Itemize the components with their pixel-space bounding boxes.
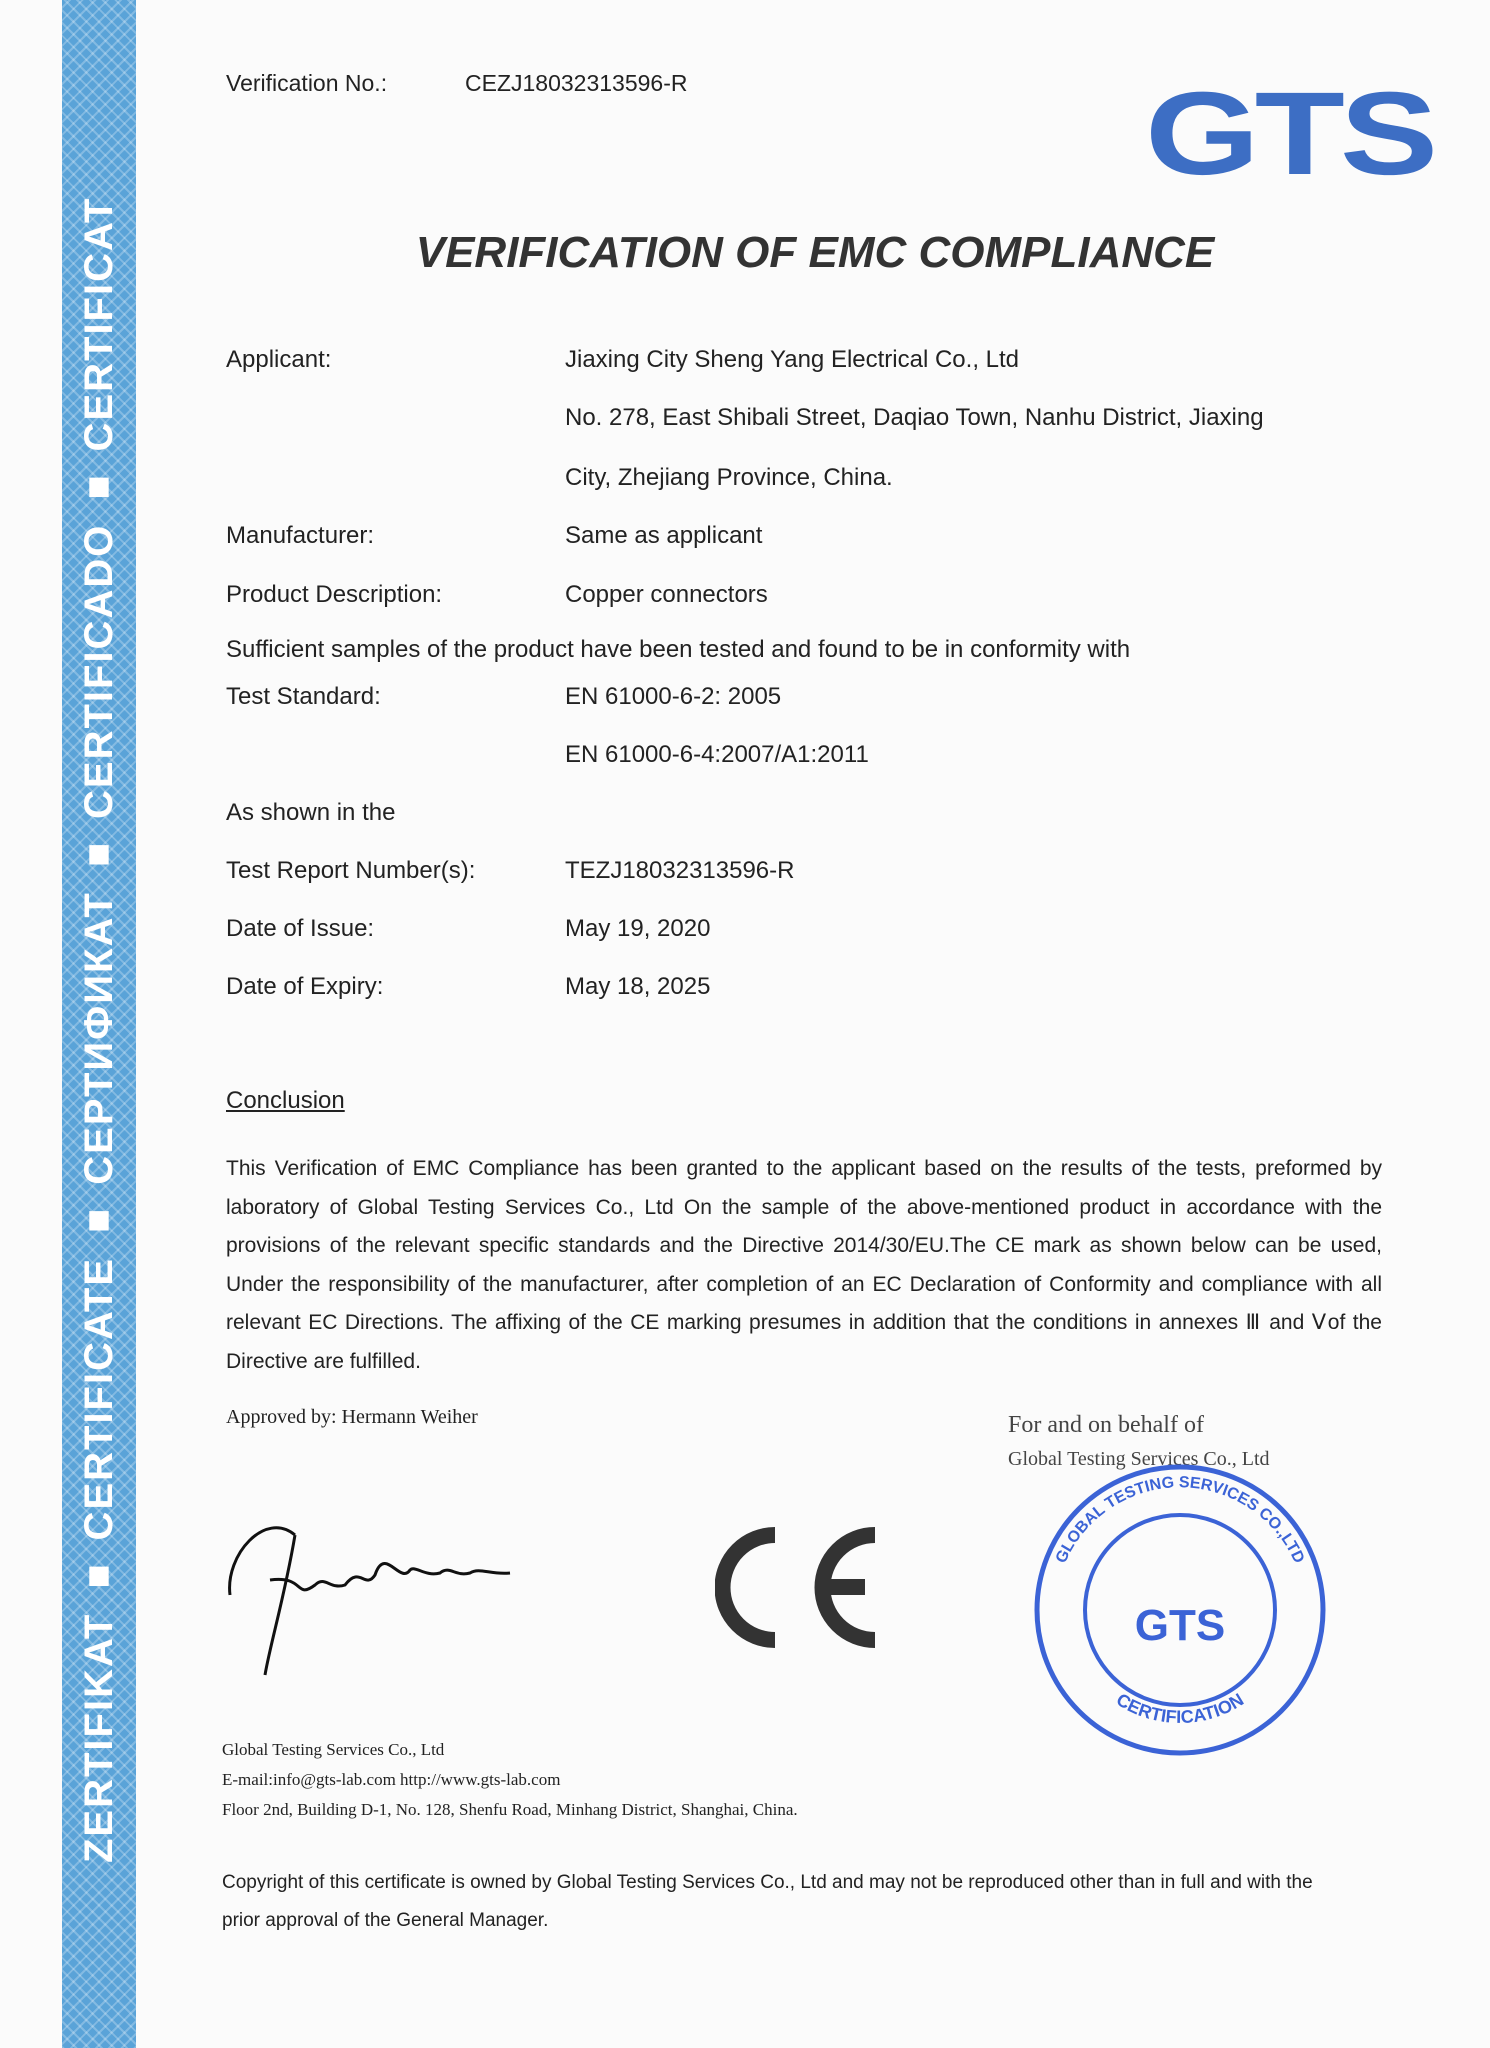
ce-mark-icon xyxy=(715,1525,885,1650)
standard-value-1: EN 61000-6-2: 2005 xyxy=(565,683,782,710)
signature xyxy=(225,1515,585,1685)
behalf-line1: For and on behalf of xyxy=(1008,1412,1204,1438)
expiry-label: Date of Expiry: xyxy=(226,973,384,1000)
company-stamp xyxy=(1030,1460,1330,1760)
expiry-value: May 18, 2025 xyxy=(565,973,711,1000)
gts-logo: GTS xyxy=(1145,68,1434,200)
svg-text:CERTIFICATION xyxy=(1113,1689,1247,1727)
stamp-outer-text: GLOBAL TESTING SERVICES CO.,LTD xyxy=(1052,1474,1308,1566)
stamp-center-text: GTS xyxy=(1134,1601,1226,1650)
shown-label: As shown in the xyxy=(226,799,396,826)
footer-company: Global Testing Services Co., Ltd xyxy=(222,1740,445,1759)
verification-label: Verification No.: xyxy=(226,70,388,96)
issue-value: May 19, 2020 xyxy=(565,915,711,942)
certificate-side-band xyxy=(62,0,136,2048)
manufacturer-label: Manufacturer: xyxy=(226,522,375,549)
footer-address: Floor 2nd, Building D-1, No. 128, Shenfu Road, Minhang District, Shanghai, China. xyxy=(222,1800,798,1819)
conclusion-text: This Verification of EMC Compliance has been granted to the applicant based on the results of the tests, preformed by laboratory of Global Testing Services Co., Ltd On the sample of the above-mentioned product in accordance with the provisions of the relevant specific standards and the Directive 2014/30/EU.The CE mark as shown below can be used, Under the responsibility of the manufacturer, after completion of an EC Declaration of Conformity and compliance with all relevant EC Directions. The affixing of the CE marking presumes in addition that the conditions in annexes Ⅲ and Ⅴof the Directive are fulfilled. xyxy=(226,1157,1382,1373)
behalf-line2: Global Testing Services Co., Ltd xyxy=(1008,1448,1270,1470)
address-line1: No. 278, East Shibali Street, Daqiao Town, Nanhu District, Jiaxing xyxy=(565,404,1264,431)
product-label: Product Description: xyxy=(226,581,443,608)
report-label: Test Report Number(s): xyxy=(226,857,476,884)
report-value: TEZJ18032313596-R xyxy=(565,857,795,884)
address-line2: City, Zhejiang Province, China. xyxy=(565,464,893,491)
issue-label: Date of Issue: xyxy=(226,915,375,942)
conclusion-heading: Conclusion xyxy=(226,1087,345,1114)
standard-value-2: EN 61000-6-4:2007/A1:2011 xyxy=(565,741,869,768)
approved-by: Approved by: Hermann Weiher xyxy=(226,1406,478,1428)
copyright-line1: Copyright of this certificate is owned by Global Testing Services Co., Ltd and may not be reproduced other than in full and with the xyxy=(222,1872,1313,1893)
stamp-bottom-text: CERTIFICATION xyxy=(1112,1689,1248,1728)
manufacturer-value: Same as applicant xyxy=(565,522,763,549)
product-value: Copper connectors xyxy=(565,581,768,608)
page-title: VERIFICATION OF EMC COMPLIANCE xyxy=(415,228,1215,277)
svg-text:GLOBAL TESTING SERVICES CO.,LT xyxy=(1053,1474,1308,1566)
applicant-label: Applicant: xyxy=(226,346,332,373)
sufficient-statement: Sufficient samples of the product have been tested and found to be in conformity with xyxy=(226,636,1131,663)
copyright-line2: prior approval of the General Manager. xyxy=(222,1910,549,1931)
footer-contact: E-mail:info@gts-lab.com http://www.gts-lab.com xyxy=(222,1770,561,1789)
standard-label: Test Standard: xyxy=(226,683,381,710)
verification-number: CEZJ18032313596-R xyxy=(465,70,688,96)
side-band-text: ZERTIFIKAT ■ CERTIFICATE ■ СЕРТИФИКАТ ■ CERTIFICADO ■ CERTIFICAT xyxy=(77,196,121,1864)
applicant-value: Jiaxing City Sheng Yang Electrical Co., Ltd xyxy=(565,346,1020,373)
